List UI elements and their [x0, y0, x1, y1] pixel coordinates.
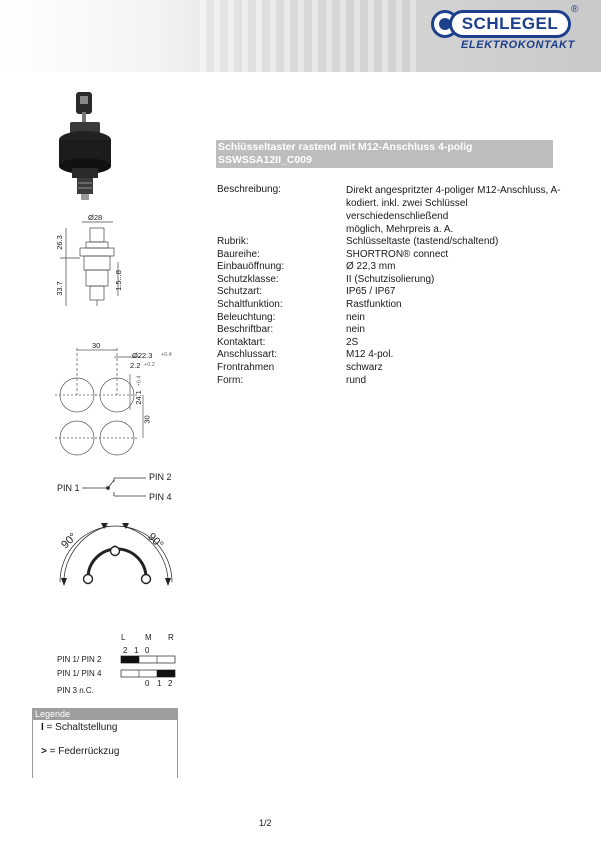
legend-body: [32, 720, 178, 778]
spec-label: Kontaktart:: [217, 336, 266, 348]
bottom-number: 0: [145, 679, 150, 688]
spec-label: Form:: [217, 374, 244, 386]
dim-range: 1.5...8: [113, 270, 123, 291]
product-title: Schlüsseltaster rastend mit M12-Anschluss 4-polig: [218, 141, 473, 153]
legend-item-switch-position: [41, 722, 117, 733]
switch-state-bars: [121, 656, 175, 677]
cutout-notch: 2.2: [130, 361, 141, 370]
spec-value: nein: [346, 324, 365, 336]
position-l: L: [121, 633, 126, 642]
spec-value: II (Schutzisolierung): [346, 273, 435, 285]
spec-label: Frontrahmen: [217, 361, 275, 373]
pin2-label: PIN 2: [149, 472, 172, 482]
spec-label: Beleuchtung:: [217, 311, 276, 323]
dim-diameter: Ø28: [88, 213, 103, 222]
cutout-notch-height-tolerance: +0.4: [136, 375, 143, 387]
angle-right-label: 90°: [145, 530, 166, 552]
row-pin1-pin4: PIN 1/ PIN 4: [57, 669, 102, 678]
spec-value: Rastfunktion: [346, 298, 402, 310]
cutout-width: 30: [92, 341, 101, 350]
pin1-label: PIN 1: [57, 483, 80, 493]
top-number: 0: [145, 646, 150, 655]
page-number: 1/2: [259, 818, 272, 828]
dimension-drawing: [60, 222, 118, 306]
legend-symbol-spring-return: >: [41, 746, 47, 757]
spec-label: Einbauöffnung:: [217, 261, 285, 273]
spec-value: Ø 22,3 mm: [346, 261, 396, 273]
spec-value: SHORTRON® connect: [346, 248, 449, 260]
position-r: R: [168, 633, 174, 642]
spec-label: Baureihe:: [217, 248, 260, 260]
logo-subtitle: ELEKTROKONTAKT: [461, 39, 575, 51]
legend-item-spring-return: [41, 746, 119, 757]
bottom-number: 1: [157, 679, 162, 688]
top-number: 1: [134, 646, 139, 655]
description-label: Beschreibung:: [217, 184, 281, 195]
cutout-notch-tolerance: +0.2: [144, 362, 155, 368]
spec-value: nein: [346, 311, 365, 323]
position-m: M: [145, 633, 152, 642]
legend-symbol-switch-position: I: [41, 722, 44, 733]
spec-label: Rubrik:: [217, 236, 249, 247]
logo-text: SCHLEGEL: [449, 10, 571, 38]
spec-value: rund: [346, 374, 367, 386]
spec-value: M12 4-pol.: [346, 349, 394, 361]
legend-text-spring-return: = Federrückzug: [46, 746, 120, 757]
cutout-notch-height: 24.1: [133, 390, 143, 405]
spec-value: 2S: [346, 336, 359, 348]
product-code: SSWSSA12II_C009: [218, 154, 312, 166]
description-line: kodiert. inkl. zwei Schlüssel verschiedenschließend: [346, 198, 468, 222]
row-pin1-pin2: PIN 1/ PIN 2: [57, 655, 102, 664]
cutout-height: 30: [142, 415, 152, 424]
spec-label: Anschlussart:: [217, 349, 278, 361]
top-number: 2: [123, 646, 128, 655]
pin-wiring-diagram: [82, 478, 146, 496]
logo-registered: ®: [571, 4, 579, 15]
bottom-number: 2: [168, 679, 173, 688]
dim-height-total: 33.7: [54, 281, 64, 296]
angle-left-label: 90°: [59, 530, 80, 552]
description-line: möglich, Mehrpreis a. A.: [346, 224, 454, 235]
cutout-diameter: Ø22.3: [132, 351, 153, 360]
spec-label: Beschriftbar:: [217, 324, 274, 336]
spec-value: Schlüsseltaste (tastend/schaltend): [346, 236, 499, 247]
spec-value: IP65 / IP67: [346, 286, 396, 298]
legend-text-switch-position: = Schaltstellung: [43, 722, 118, 733]
spec-value: schwarz: [346, 361, 383, 373]
spec-label: Schutzklasse:: [217, 273, 279, 285]
dim-height-top: 26.3: [54, 235, 64, 250]
legend: [32, 708, 178, 778]
legend-title: Legende: [32, 708, 178, 720]
product-photo: [59, 92, 111, 200]
cutout-diameter-tolerance: +0.4: [161, 352, 172, 358]
row-pin3: PIN 3 n.C.: [57, 686, 94, 695]
spec-label: Schaltfunktion:: [217, 298, 283, 310]
pin4-label: PIN 4: [149, 492, 172, 502]
spec-label: Schutzart:: [217, 286, 263, 298]
description-line: Direkt angespritzter 4-poliger M12-Anschluss, A-: [346, 185, 561, 196]
